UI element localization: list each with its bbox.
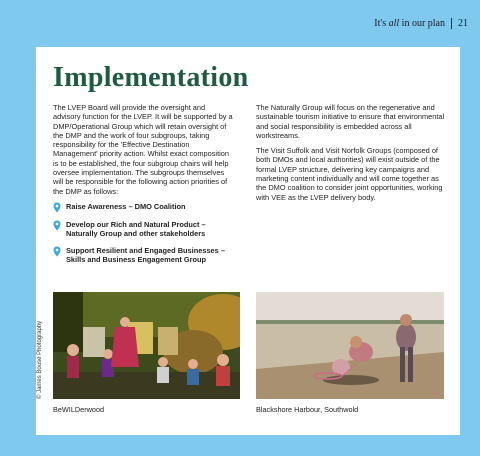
page-number: 21 [458, 18, 468, 29]
header-title: It's all in our plan [374, 18, 445, 29]
left-column [53, 103, 233, 271]
header-divider [451, 18, 452, 29]
naturally-group-paragraph: The Naturally Group will focus on the regenerative and sustainable tourism initiative to ensure that environmental and social responsibility is embedded across all workstreams. [256, 103, 445, 140]
map-pin-icon [53, 246, 61, 257]
list-item [53, 220, 233, 239]
map-pin-icon [53, 202, 61, 213]
page-title: Implementation [53, 62, 249, 93]
list-item [53, 246, 233, 265]
list-item-text: Support Resilient and Engaged Businesses – Skills and Business Engagement Group [66, 245, 225, 264]
list-item-text: Raise Awareness – DMO Coalition [66, 201, 186, 211]
list-item [53, 202, 233, 213]
document-page [36, 47, 460, 435]
list-item-text: Develop our Rich and Natural Product – Naturally Group and other stakeholders [66, 219, 206, 239]
right-column [256, 103, 446, 208]
visit-groups-paragraph: The Visit Suffolk and Visit Norfolk Groups (composed of both DMOs and local authorities) will exist outside of the formal LVEP structure, delivering key campaigns and marketing content individually and will come together as the DMO coalition to consider joint opportunities, working with VEE as the LVEP delivery body. [256, 146, 443, 202]
running-header [374, 18, 468, 29]
photo-caption-left: BeWILDerwood [53, 405, 105, 414]
action-priorities-list [53, 202, 233, 264]
photo-credit: © James Bouse Photography [37, 320, 43, 399]
blackshore-harbour-photo [256, 292, 444, 399]
photo-caption-right: Blackshore Harbour, Southwold [256, 405, 359, 414]
bewilderwood-photo [53, 292, 240, 399]
map-pin-icon [53, 220, 61, 231]
intro-paragraph: The LVEP Board will provide the oversight and advisory function for the LVEP. It will be supported by a DMP/Operational Group which will retain oversight of the DMP and the work of four subgroups, taking responsibility for the 'Effective Destination Management' priority action. Whilst exact composition is to be established, the four subgroup chairs will help oversee implementation. The subgroups themselves will be responsible for the following action priorities of the DMP as follows: [53, 103, 233, 196]
